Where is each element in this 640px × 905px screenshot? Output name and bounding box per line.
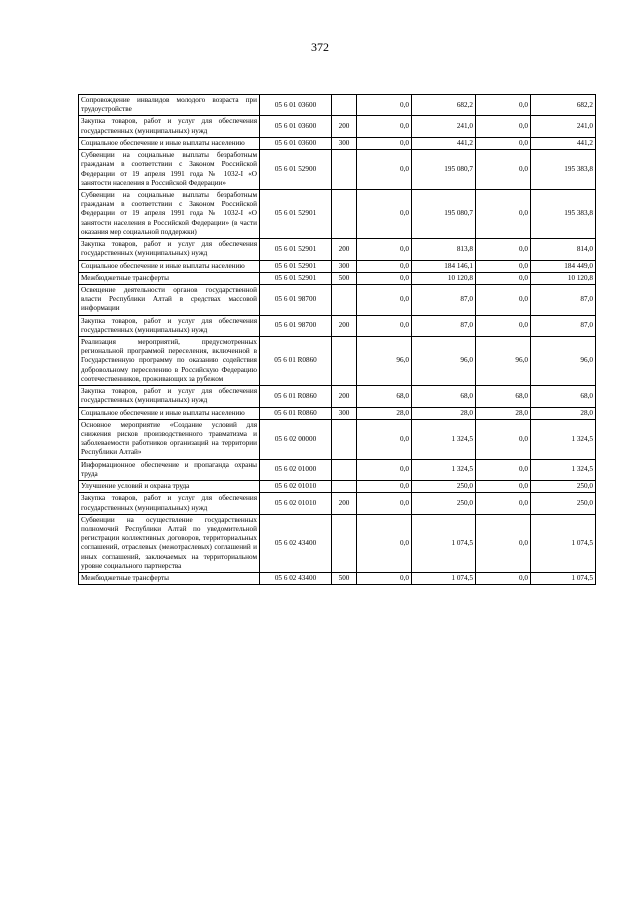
row-value-4-cell: 1 074,5 — [531, 514, 596, 572]
row-value-4-cell: 96,0 — [531, 337, 596, 386]
row-value-4-cell: 68,0 — [531, 386, 596, 407]
row-value-1-cell: 28,0 — [357, 407, 412, 419]
table-row — [79, 573, 596, 585]
row-value-2-cell: 441,2 — [412, 137, 476, 149]
row-name-cell: Закупка товаров, работ и услуг для обеспечения государственных (муниципальных) нужд — [79, 116, 260, 137]
row-expense-type-cell — [332, 459, 357, 480]
row-code-cell: 05 6 01 R0860 — [260, 407, 332, 419]
row-value-1-cell: 0,0 — [357, 260, 412, 272]
table-row — [79, 260, 596, 272]
row-value-4-cell: 10 120,8 — [531, 272, 596, 284]
table-row — [79, 386, 596, 407]
row-value-3-cell: 0,0 — [476, 95, 531, 116]
row-value-3-cell: 96,0 — [476, 337, 531, 386]
table-row — [79, 419, 596, 459]
row-value-3-cell: 0,0 — [476, 189, 531, 238]
row-code-cell: 05 6 01 98700 — [260, 284, 332, 315]
table-row — [79, 337, 596, 386]
row-value-4-cell: 87,0 — [531, 284, 596, 315]
row-value-1-cell: 0,0 — [357, 481, 412, 493]
table-row — [79, 189, 596, 238]
row-value-2-cell: 250,0 — [412, 493, 476, 514]
row-value-1-cell: 0,0 — [357, 493, 412, 514]
row-name-cell: Межбюджетные трансферты — [79, 272, 260, 284]
row-expense-type-cell: 500 — [332, 573, 357, 585]
row-value-2-cell: 96,0 — [412, 337, 476, 386]
row-name-cell: Освещение деятельности органов государственной власти Республики Алтай в средствах массовой информации — [79, 284, 260, 315]
table-row — [79, 493, 596, 514]
row-value-2-cell: 28,0 — [412, 407, 476, 419]
row-value-4-cell: 87,0 — [531, 315, 596, 336]
row-value-1-cell: 0,0 — [357, 272, 412, 284]
row-value-3-cell: 0,0 — [476, 493, 531, 514]
row-expense-type-cell: 200 — [332, 493, 357, 514]
row-value-4-cell: 250,0 — [531, 481, 596, 493]
row-name-cell: Социальное обеспечение и иные выплаты населению — [79, 407, 260, 419]
row-name-cell: Информационное обеспечение и пропаганда охраны труда — [79, 459, 260, 480]
row-value-4-cell: 28,0 — [531, 407, 596, 419]
row-code-cell: 05 6 02 43400 — [260, 573, 332, 585]
row-code-cell: 05 6 02 01010 — [260, 493, 332, 514]
table-row — [79, 481, 596, 493]
row-value-3-cell: 0,0 — [476, 284, 531, 315]
row-value-1-cell: 0,0 — [357, 116, 412, 137]
row-value-2-cell: 241,0 — [412, 116, 476, 137]
row-value-3-cell: 0,0 — [476, 315, 531, 336]
row-value-4-cell: 184 449,0 — [531, 260, 596, 272]
row-name-cell: Субвенции на социальные выплаты безработным гражданам в соответствии с Законом Российской Федерации от 19 апреля 1991 года № 1032-I «О занятости населения в Российской Федерации» (в части оказания мер социальной поддержки) — [79, 189, 260, 238]
row-value-3-cell: 0,0 — [476, 260, 531, 272]
row-expense-type-cell — [332, 189, 357, 238]
row-value-2-cell: 68,0 — [412, 386, 476, 407]
row-name-cell: Реализация мероприятий, предусмотренных региональной программой переселения, включенной в Государственную программу по оказанию содействия добровольному переселению в Российскую Федерацию соотечественников, проживающих за рубежом — [79, 337, 260, 386]
table-row — [79, 116, 596, 137]
table-row — [79, 284, 596, 315]
row-value-1-cell: 0,0 — [357, 419, 412, 459]
row-value-1-cell: 68,0 — [357, 386, 412, 407]
table-row — [79, 315, 596, 336]
table-row — [79, 239, 596, 260]
table-row — [79, 459, 596, 480]
table-row — [79, 272, 596, 284]
row-code-cell: 05 6 01 52901 — [260, 239, 332, 260]
row-name-cell: Социальное обеспечение и иные выплаты населению — [79, 260, 260, 272]
row-name-cell: Субвенции на социальные выплаты безработным гражданам в соответствии с Законом Российской Федерации от 19 апреля 1991 года № 1032-I «О занятости населения в Российской Федерации» — [79, 150, 260, 190]
row-value-2-cell: 10 120,8 — [412, 272, 476, 284]
row-code-cell: 05 6 01 03600 — [260, 137, 332, 149]
row-value-1-cell: 0,0 — [357, 284, 412, 315]
row-name-cell: Закупка товаров, работ и услуг для обеспечения государственных (муниципальных) нужд — [79, 386, 260, 407]
row-value-4-cell: 682,2 — [531, 95, 596, 116]
row-value-4-cell: 241,0 — [531, 116, 596, 137]
row-name-cell: Сопровождение инвалидов молодого возраста при трудоустройстве — [79, 95, 260, 116]
row-value-3-cell: 0,0 — [476, 514, 531, 572]
row-value-2-cell: 1 324,5 — [412, 459, 476, 480]
row-code-cell: 05 6 01 52900 — [260, 150, 332, 190]
row-value-4-cell: 441,2 — [531, 137, 596, 149]
row-value-4-cell: 195 383,8 — [531, 189, 596, 238]
row-value-3-cell: 0,0 — [476, 116, 531, 137]
row-value-1-cell: 0,0 — [357, 137, 412, 149]
table-body — [79, 95, 596, 585]
row-value-3-cell: 0,0 — [476, 272, 531, 284]
row-code-cell: 05 6 01 52901 — [260, 260, 332, 272]
row-expense-type-cell — [332, 95, 357, 116]
row-value-2-cell: 1 074,5 — [412, 514, 476, 572]
row-value-1-cell: 0,0 — [357, 573, 412, 585]
row-code-cell: 05 6 01 52901 — [260, 272, 332, 284]
row-value-2-cell: 1 074,5 — [412, 573, 476, 585]
row-code-cell: 05 6 02 43400 — [260, 514, 332, 572]
row-value-2-cell: 813,8 — [412, 239, 476, 260]
row-value-1-cell: 96,0 — [357, 337, 412, 386]
row-code-cell: 05 6 02 00000 — [260, 419, 332, 459]
row-expense-type-cell: 200 — [332, 116, 357, 137]
row-value-3-cell: 0,0 — [476, 459, 531, 480]
row-code-cell: 05 6 01 98700 — [260, 315, 332, 336]
row-value-4-cell: 1 324,5 — [531, 419, 596, 459]
row-name-cell: Социальное обеспечение и иные выплаты населению — [79, 137, 260, 149]
row-value-3-cell: 0,0 — [476, 573, 531, 585]
row-value-3-cell: 0,0 — [476, 239, 531, 260]
row-code-cell: 05 6 01 52901 — [260, 189, 332, 238]
table-row — [79, 150, 596, 190]
row-value-3-cell: 28,0 — [476, 407, 531, 419]
row-expense-type-cell: 200 — [332, 315, 357, 336]
row-value-2-cell: 87,0 — [412, 315, 476, 336]
row-value-1-cell: 0,0 — [357, 239, 412, 260]
row-value-4-cell: 814,0 — [531, 239, 596, 260]
page-number: 372 — [311, 40, 329, 54]
row-code-cell: 05 6 01 03600 — [260, 116, 332, 137]
row-value-4-cell: 1 074,5 — [531, 573, 596, 585]
row-value-2-cell: 1 324,5 — [412, 419, 476, 459]
row-name-cell: Закупка товаров, работ и услуг для обеспечения государственных (муниципальных) нужд — [79, 315, 260, 336]
row-expense-type-cell — [332, 514, 357, 572]
row-expense-type-cell: 500 — [332, 272, 357, 284]
row-name-cell: Улучшение условий и охрана труда — [79, 481, 260, 493]
row-expense-type-cell — [332, 337, 357, 386]
row-value-4-cell: 250,0 — [531, 493, 596, 514]
row-value-1-cell: 0,0 — [357, 150, 412, 190]
row-expense-type-cell — [332, 481, 357, 493]
row-value-1-cell: 0,0 — [357, 95, 412, 116]
row-value-2-cell: 195 080,7 — [412, 189, 476, 238]
row-code-cell: 05 6 01 R0860 — [260, 386, 332, 407]
row-code-cell: 05 6 02 01010 — [260, 481, 332, 493]
budget-table — [78, 94, 596, 585]
row-name-cell: Субвенции на осуществление государственных полномочий Республики Алтай по уведомительной регистрации коллективных договоров, территориальных соглашений, отраслевых (межотраслевых) соглашений и иных соглашений, заключаемых на территориальном уровне социального партнерства — [79, 514, 260, 572]
row-value-1-cell: 0,0 — [357, 459, 412, 480]
row-value-2-cell: 682,2 — [412, 95, 476, 116]
row-expense-type-cell: 300 — [332, 260, 357, 272]
row-value-4-cell: 195 383,8 — [531, 150, 596, 190]
row-code-cell: 05 6 02 01000 — [260, 459, 332, 480]
row-value-2-cell: 250,0 — [412, 481, 476, 493]
row-value-4-cell: 1 324,5 — [531, 459, 596, 480]
row-name-cell: Межбюджетные трансферты — [79, 573, 260, 585]
table-row — [79, 137, 596, 149]
row-value-3-cell: 68,0 — [476, 386, 531, 407]
row-value-1-cell: 0,0 — [357, 189, 412, 238]
row-value-3-cell: 0,0 — [476, 137, 531, 149]
row-value-3-cell: 0,0 — [476, 150, 531, 190]
row-name-cell: Закупка товаров, работ и услуг для обеспечения государственных (муниципальных) нужд — [79, 239, 260, 260]
row-code-cell: 05 6 01 R0860 — [260, 337, 332, 386]
row-code-cell: 05 6 01 03600 — [260, 95, 332, 116]
row-expense-type-cell: 300 — [332, 407, 357, 419]
row-value-2-cell: 195 080,7 — [412, 150, 476, 190]
row-value-2-cell: 87,0 — [412, 284, 476, 315]
row-value-3-cell: 0,0 — [476, 419, 531, 459]
row-name-cell: Основное мероприятие «Создание условий для снижения рисков производственного травматизма и заболеваемости работников организаций на территории Республики Алтай» — [79, 419, 260, 459]
row-value-2-cell: 184 146,1 — [412, 260, 476, 272]
row-expense-type-cell — [332, 419, 357, 459]
row-expense-type-cell — [332, 150, 357, 190]
row-value-3-cell: 0,0 — [476, 481, 531, 493]
row-expense-type-cell — [332, 284, 357, 315]
table-row — [79, 407, 596, 419]
row-value-1-cell: 0,0 — [357, 315, 412, 336]
row-expense-type-cell: 300 — [332, 137, 357, 149]
row-expense-type-cell: 200 — [332, 239, 357, 260]
row-name-cell: Закупка товаров, работ и услуг для обеспечения государственных (муниципальных) нужд — [79, 493, 260, 514]
row-expense-type-cell: 200 — [332, 386, 357, 407]
table-row — [79, 95, 596, 116]
row-value-1-cell: 0,0 — [357, 514, 412, 572]
table-row — [79, 514, 596, 572]
